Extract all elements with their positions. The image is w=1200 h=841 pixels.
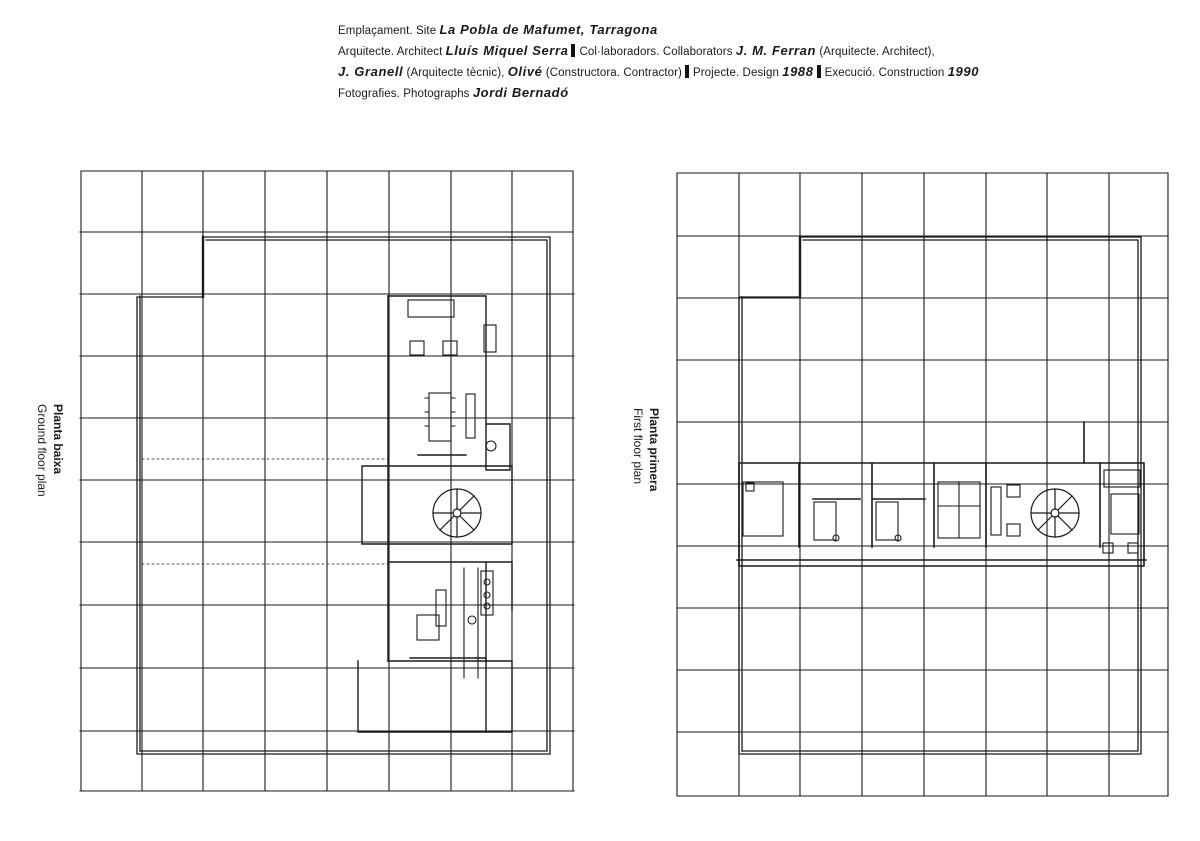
architect-value: Lluís Miquel Serra (445, 43, 569, 58)
first-floor-plan (677, 173, 1168, 796)
photos-label: Fotografies. Photographs (338, 88, 470, 100)
collaborator-1: J. M. Ferran (735, 43, 817, 58)
collaborator-3-role: (Constructora. Contractor) (545, 67, 682, 79)
collaborator-1-role: (Arquitecte. Architect), (819, 46, 935, 58)
photographer: Jordi Bernadó (472, 85, 569, 100)
design-year: 1988 (782, 64, 814, 79)
ground-floor-plan (80, 171, 574, 791)
ground-plan-site-boundary (137, 237, 550, 754)
site-label: Emplaçament. Site (338, 25, 437, 37)
first-plan-house (737, 422, 1146, 566)
first-plan-grid (677, 173, 1168, 796)
ground-plan-grid (80, 171, 574, 791)
collaborator-2-role: (Arquitecte tècnic), (406, 67, 505, 79)
collaborators-label: Col·laboradors. Collaborators (579, 46, 733, 58)
first-floor-title: Planta primera (647, 408, 661, 492)
construction-label: Execució. Construction (824, 67, 945, 79)
first-plan-furniture (743, 470, 1140, 553)
design-label: Projecte. Design (692, 67, 779, 79)
first-floor-subtitle: First floor plan (631, 408, 645, 485)
ground-floor-subtitle: Ground floor plan (35, 404, 49, 497)
collaborator-2: J. Granell (338, 64, 404, 79)
ground-plan-spiral-stair (433, 489, 481, 537)
construction-year: 1990 (947, 64, 980, 79)
collaborator-3: Olivé (507, 64, 543, 79)
ground-floor-title: Planta baixa (51, 404, 65, 475)
ground-plan-house (358, 296, 512, 732)
first-plan-spiral-stair (1031, 489, 1079, 537)
architect-label: Arquitecte. Architect (338, 46, 443, 58)
site-value: La Pobla de Mafumet, Tarragona (439, 22, 658, 37)
